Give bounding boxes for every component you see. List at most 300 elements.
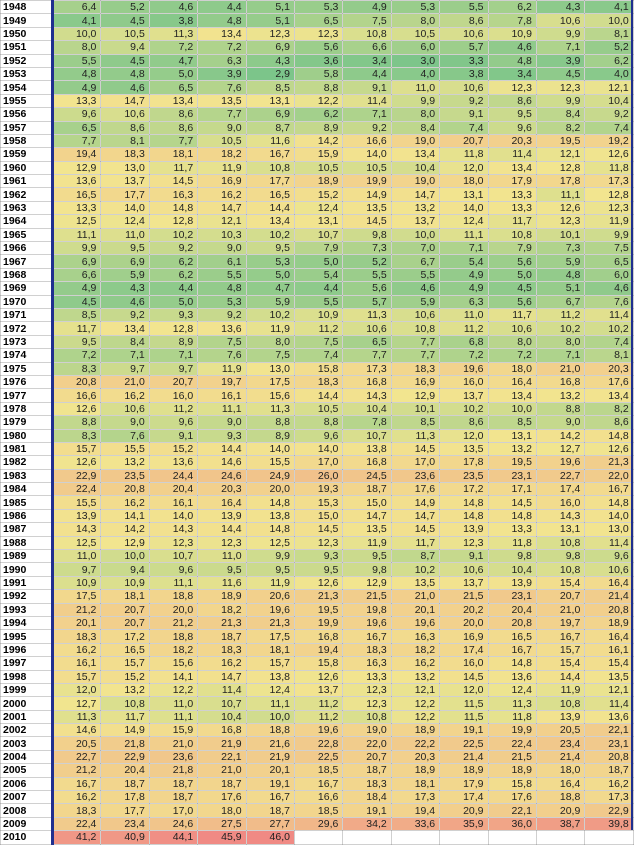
row-year-cell[interactable]: 1985 xyxy=(1,496,53,509)
value-cell[interactable]: 13,5 xyxy=(391,576,439,589)
value-cell[interactable]: 13,9 xyxy=(488,576,536,589)
value-cell[interactable]: 16,6 xyxy=(53,389,101,402)
row-year-cell[interactable]: 1957 xyxy=(1,121,53,134)
value-cell[interactable]: 20,7 xyxy=(343,750,391,763)
value-cell[interactable]: 18,7 xyxy=(246,804,294,817)
value-cell[interactable]: 16,5 xyxy=(101,643,149,656)
value-cell[interactable]: 9,0 xyxy=(198,121,246,134)
value-cell[interactable]: 13,7 xyxy=(440,576,488,589)
value-cell[interactable]: 23,5 xyxy=(101,469,149,482)
value-cell[interactable]: 11,4 xyxy=(585,536,633,549)
value-cell[interactable]: 10,2 xyxy=(536,322,584,335)
value-cell[interactable]: 20,3 xyxy=(488,134,536,147)
value-cell[interactable]: 13,3 xyxy=(53,94,101,107)
value-cell[interactable]: 19,3 xyxy=(294,483,342,496)
value-cell[interactable]: 14,0 xyxy=(149,509,197,522)
value-cell[interactable]: 18,1 xyxy=(149,148,197,161)
value-cell[interactable]: 6,5 xyxy=(585,255,633,268)
value-cell[interactable]: 20,3 xyxy=(585,362,633,375)
value-cell[interactable]: 11,8 xyxy=(488,536,536,549)
value-cell[interactable]: 10,0 xyxy=(246,710,294,723)
value-cell[interactable]: 11,1 xyxy=(53,228,101,241)
row-year-cell[interactable]: 1993 xyxy=(1,603,53,616)
value-cell[interactable]: 5,5 xyxy=(198,268,246,281)
value-cell[interactable]: 9,6 xyxy=(149,416,197,429)
value-cell[interactable]: 13,5 xyxy=(198,94,246,107)
value-cell[interactable]: 4,8 xyxy=(53,67,101,80)
value-cell[interactable]: 4,0 xyxy=(585,67,633,80)
value-cell[interactable]: 14,8 xyxy=(488,509,536,522)
value-cell[interactable]: 22,1 xyxy=(585,724,633,737)
row-year-cell[interactable]: 1996 xyxy=(1,643,53,656)
value-cell[interactable]: 5,2 xyxy=(585,41,633,54)
value-cell[interactable]: 12,5 xyxy=(53,536,101,549)
value-cell[interactable]: 13,1 xyxy=(536,523,584,536)
value-cell[interactable]: 18,7 xyxy=(149,777,197,790)
value-cell[interactable]: 5,6 xyxy=(488,255,536,268)
value-cell[interactable]: 4,3 xyxy=(246,54,294,67)
value-cell[interactable]: 10,9 xyxy=(101,576,149,589)
value-cell[interactable]: 7,7 xyxy=(391,349,439,362)
value-cell[interactable]: 14,3 xyxy=(53,523,101,536)
value-cell[interactable]: 19,0 xyxy=(343,724,391,737)
value-cell[interactable]: 6,5 xyxy=(149,81,197,94)
value-cell[interactable]: 8,5 xyxy=(391,416,439,429)
value-cell[interactable]: 10,4 xyxy=(488,563,536,576)
value-cell[interactable]: 7,6 xyxy=(198,81,246,94)
value-cell[interactable]: 12,6 xyxy=(294,670,342,683)
row-year-cell[interactable]: 1981 xyxy=(1,442,53,455)
value-cell[interactable]: 21,4 xyxy=(440,750,488,763)
value-cell[interactable]: 18,8 xyxy=(536,791,584,804)
value-cell[interactable]: 12,2 xyxy=(149,683,197,696)
value-cell[interactable]: 15,5 xyxy=(101,442,149,455)
value-cell[interactable]: 8,0 xyxy=(53,41,101,54)
value-cell[interactable]: 19,5 xyxy=(536,134,584,147)
value-cell[interactable]: 9,0 xyxy=(198,416,246,429)
value-cell[interactable]: 11,3 xyxy=(53,710,101,723)
value-cell[interactable]: 8,3 xyxy=(53,362,101,375)
value-cell[interactable]: 16,3 xyxy=(391,630,439,643)
value-cell[interactable]: 21,5 xyxy=(440,590,488,603)
value-cell[interactable]: 11,0 xyxy=(198,550,246,563)
value-cell[interactable]: 22,0 xyxy=(585,469,633,482)
value-cell[interactable]: 11,1 xyxy=(198,402,246,415)
value-cell[interactable]: 11,2 xyxy=(149,402,197,415)
value-cell[interactable]: 15,9 xyxy=(149,724,197,737)
value-cell[interactable]: 20,8 xyxy=(53,375,101,388)
value-cell[interactable]: 4,9 xyxy=(343,1,391,14)
value-cell[interactable]: 5,7 xyxy=(343,295,391,308)
value-cell[interactable]: 12,0 xyxy=(440,429,488,442)
value-cell[interactable]: 9,3 xyxy=(198,429,246,442)
value-cell[interactable]: 18,0 xyxy=(198,804,246,817)
value-cell[interactable] xyxy=(343,831,391,844)
value-cell[interactable]: 12,3 xyxy=(294,536,342,549)
value-cell[interactable]: 10,8 xyxy=(536,536,584,549)
value-cell[interactable]: 21,9 xyxy=(246,750,294,763)
value-cell[interactable]: 16,5 xyxy=(53,188,101,201)
value-cell[interactable]: 9,5 xyxy=(294,563,342,576)
value-cell[interactable] xyxy=(488,831,536,844)
value-cell[interactable]: 14,7 xyxy=(391,188,439,201)
value-cell[interactable]: 9,9 xyxy=(391,94,439,107)
value-cell[interactable]: 6,2 xyxy=(149,255,197,268)
value-cell[interactable]: 13,1 xyxy=(488,429,536,442)
value-cell[interactable]: 12,9 xyxy=(391,389,439,402)
value-cell[interactable]: 22,9 xyxy=(53,469,101,482)
row-year-cell[interactable]: 2008 xyxy=(1,804,53,817)
value-cell[interactable]: 7,4 xyxy=(585,335,633,348)
value-cell[interactable]: 39,8 xyxy=(585,817,633,830)
value-cell[interactable]: 10,8 xyxy=(343,27,391,40)
value-cell[interactable]: 10,7 xyxy=(343,429,391,442)
value-cell[interactable]: 10,0 xyxy=(391,228,439,241)
value-cell[interactable]: 11,7 xyxy=(149,161,197,174)
value-cell[interactable]: 19,7 xyxy=(198,375,246,388)
value-cell[interactable]: 4,5 xyxy=(536,67,584,80)
value-cell[interactable]: 17,7 xyxy=(101,188,149,201)
value-cell[interactable]: 11,4 xyxy=(198,683,246,696)
value-cell[interactable]: 8,6 xyxy=(440,416,488,429)
value-cell[interactable]: 10,1 xyxy=(391,402,439,415)
value-cell[interactable]: 13,2 xyxy=(391,670,439,683)
value-cell[interactable]: 14,9 xyxy=(391,496,439,509)
value-cell[interactable]: 17,5 xyxy=(246,630,294,643)
value-cell[interactable]: 18,9 xyxy=(391,764,439,777)
value-cell[interactable]: 8,3 xyxy=(53,429,101,442)
value-cell[interactable]: 8,4 xyxy=(536,108,584,121)
value-cell[interactable]: 15,2 xyxy=(101,670,149,683)
row-year-cell[interactable]: 2006 xyxy=(1,777,53,790)
value-cell[interactable]: 8,2 xyxy=(585,402,633,415)
value-cell[interactable]: 13,0 xyxy=(585,523,633,536)
value-cell[interactable]: 12,3 xyxy=(536,215,584,228)
value-cell[interactable]: 13,5 xyxy=(343,201,391,214)
value-cell[interactable]: 8,1 xyxy=(585,27,633,40)
row-year-cell[interactable]: 1971 xyxy=(1,308,53,321)
value-cell[interactable]: 14,8 xyxy=(585,429,633,442)
value-cell[interactable]: 12,3 xyxy=(294,27,342,40)
value-cell[interactable]: 2,9 xyxy=(246,67,294,80)
value-cell[interactable]: 20,4 xyxy=(488,603,536,616)
value-cell[interactable]: 8,6 xyxy=(101,121,149,134)
value-cell[interactable]: 16,5 xyxy=(246,188,294,201)
row-year-cell[interactable]: 1950 xyxy=(1,27,53,40)
value-cell[interactable]: 9,7 xyxy=(101,362,149,375)
value-cell[interactable]: 12,4 xyxy=(488,683,536,696)
value-cell[interactable]: 14,4 xyxy=(246,201,294,214)
value-cell[interactable]: 12,6 xyxy=(53,402,101,415)
value-cell[interactable] xyxy=(391,831,439,844)
value-cell[interactable]: 7,1 xyxy=(343,108,391,121)
value-cell[interactable]: 10,7 xyxy=(198,697,246,710)
value-cell[interactable]: 17,6 xyxy=(198,791,246,804)
value-cell[interactable]: 5,5 xyxy=(343,268,391,281)
value-cell[interactable]: 9,5 xyxy=(488,108,536,121)
value-cell[interactable]: 13,4 xyxy=(149,94,197,107)
value-cell[interactable]: 8,9 xyxy=(149,335,197,348)
value-cell[interactable]: 9,1 xyxy=(343,81,391,94)
value-cell[interactable]: 17,3 xyxy=(343,362,391,375)
value-cell[interactable]: 15,5 xyxy=(53,496,101,509)
value-cell[interactable]: 10,6 xyxy=(536,14,584,27)
value-cell[interactable]: 9,9 xyxy=(246,550,294,563)
value-cell[interactable]: 10,8 xyxy=(488,228,536,241)
value-cell[interactable]: 12,0 xyxy=(440,683,488,696)
value-cell[interactable]: 11,2 xyxy=(536,308,584,321)
value-cell[interactable]: 22,9 xyxy=(101,750,149,763)
row-year-cell[interactable]: 1960 xyxy=(1,161,53,174)
value-cell[interactable]: 7,3 xyxy=(536,242,584,255)
value-cell[interactable]: 19,1 xyxy=(246,777,294,790)
value-cell[interactable]: 11,1 xyxy=(440,228,488,241)
value-cell[interactable]: 13,7 xyxy=(391,215,439,228)
value-cell[interactable]: 16,9 xyxy=(440,630,488,643)
value-cell[interactable]: 9,1 xyxy=(149,429,197,442)
value-cell[interactable]: 13,3 xyxy=(488,201,536,214)
value-cell[interactable]: 4,9 xyxy=(53,81,101,94)
value-cell[interactable]: 6,9 xyxy=(53,255,101,268)
value-cell[interactable]: 9,8 xyxy=(343,563,391,576)
value-cell[interactable]: 13,9 xyxy=(440,523,488,536)
value-cell[interactable]: 17,0 xyxy=(149,804,197,817)
value-cell[interactable]: 16,1 xyxy=(53,657,101,670)
value-cell[interactable]: 17,8 xyxy=(536,175,584,188)
value-cell[interactable]: 21,2 xyxy=(53,764,101,777)
value-cell[interactable]: 7,5 xyxy=(198,335,246,348)
value-cell[interactable]: 6,7 xyxy=(391,255,439,268)
value-cell[interactable]: 20,8 xyxy=(585,750,633,763)
value-cell[interactable]: 20,7 xyxy=(536,590,584,603)
value-cell[interactable]: 14,5 xyxy=(391,523,439,536)
value-cell[interactable]: 7,4 xyxy=(440,121,488,134)
value-cell[interactable]: 9,0 xyxy=(101,416,149,429)
value-cell[interactable]: 12,3 xyxy=(585,201,633,214)
value-cell[interactable]: 13,4 xyxy=(488,389,536,402)
value-cell[interactable]: 16,2 xyxy=(198,657,246,670)
value-cell[interactable]: 13,1 xyxy=(246,94,294,107)
value-cell[interactable]: 17,0 xyxy=(294,456,342,469)
value-cell[interactable]: 10,7 xyxy=(294,228,342,241)
value-cell[interactable]: 14,5 xyxy=(149,175,197,188)
value-cell[interactable]: 5,4 xyxy=(440,255,488,268)
value-cell[interactable]: 4,3 xyxy=(101,282,149,295)
value-cell[interactable]: 18,7 xyxy=(343,483,391,496)
value-cell[interactable]: 15,4 xyxy=(536,576,584,589)
value-cell[interactable]: 4,8 xyxy=(101,67,149,80)
value-cell[interactable]: 9,9 xyxy=(536,94,584,107)
value-cell[interactable]: 22,7 xyxy=(53,750,101,763)
value-cell[interactable]: 22,0 xyxy=(343,737,391,750)
value-cell[interactable]: 6,1 xyxy=(198,255,246,268)
value-cell[interactable]: 4,6 xyxy=(488,41,536,54)
value-cell[interactable]: 10,8 xyxy=(391,322,439,335)
value-cell[interactable]: 4,5 xyxy=(488,282,536,295)
value-cell[interactable]: 16,3 xyxy=(343,657,391,670)
value-cell[interactable]: 18,9 xyxy=(391,724,439,737)
value-cell[interactable]: 12,6 xyxy=(536,201,584,214)
value-cell[interactable]: 21,0 xyxy=(536,362,584,375)
value-cell[interactable]: 19,9 xyxy=(294,616,342,629)
value-cell[interactable]: 14,2 xyxy=(536,429,584,442)
value-cell[interactable]: 14,8 xyxy=(246,523,294,536)
row-year-cell[interactable]: 2007 xyxy=(1,791,53,804)
value-cell[interactable]: 9,3 xyxy=(149,308,197,321)
value-cell[interactable]: 17,7 xyxy=(101,804,149,817)
value-cell[interactable]: 11,2 xyxy=(294,697,342,710)
value-cell[interactable]: 8,5 xyxy=(53,308,101,321)
value-cell[interactable]: 15,4 xyxy=(536,657,584,670)
row-year-cell[interactable]: 1972 xyxy=(1,322,53,335)
value-cell[interactable]: 18,3 xyxy=(101,148,149,161)
value-cell[interactable]: 7,7 xyxy=(343,349,391,362)
value-cell[interactable]: 9,2 xyxy=(198,308,246,321)
value-cell[interactable]: 12,3 xyxy=(536,81,584,94)
row-year-cell[interactable]: 1992 xyxy=(1,590,53,603)
value-cell[interactable]: 23,4 xyxy=(101,817,149,830)
value-cell[interactable]: 14,4 xyxy=(536,670,584,683)
value-cell[interactable]: 20,8 xyxy=(585,603,633,616)
value-cell[interactable]: 10,8 xyxy=(101,697,149,710)
row-year-cell[interactable]: 1949 xyxy=(1,14,53,27)
value-cell[interactable]: 18,1 xyxy=(101,590,149,603)
value-cell[interactable]: 7,7 xyxy=(53,134,101,147)
value-cell[interactable]: 16,2 xyxy=(101,496,149,509)
value-cell[interactable]: 13,4 xyxy=(488,161,536,174)
value-cell[interactable]: 21,4 xyxy=(536,750,584,763)
value-cell[interactable]: 14,5 xyxy=(488,496,536,509)
value-cell[interactable]: 19,8 xyxy=(343,603,391,616)
value-cell[interactable]: 17,3 xyxy=(585,791,633,804)
row-year-cell[interactable]: 1980 xyxy=(1,429,53,442)
value-cell[interactable]: 16,1 xyxy=(585,643,633,656)
value-cell[interactable]: 5,5 xyxy=(440,1,488,14)
value-cell[interactable]: 14,7 xyxy=(343,509,391,522)
value-cell[interactable]: 13,7 xyxy=(294,683,342,696)
value-cell[interactable]: 9,5 xyxy=(246,242,294,255)
value-cell[interactable]: 10,8 xyxy=(246,161,294,174)
value-cell[interactable]: 20,3 xyxy=(391,750,439,763)
value-cell[interactable]: 9,4 xyxy=(101,41,149,54)
value-cell[interactable]: 7,5 xyxy=(343,14,391,27)
value-cell[interactable]: 16,9 xyxy=(198,175,246,188)
value-cell[interactable]: 12,9 xyxy=(53,161,101,174)
value-cell[interactable]: 12,9 xyxy=(343,576,391,589)
value-cell[interactable]: 13,9 xyxy=(536,710,584,723)
value-cell[interactable]: 35,9 xyxy=(440,817,488,830)
value-cell[interactable]: 10,0 xyxy=(101,550,149,563)
value-cell[interactable]: 14,1 xyxy=(149,670,197,683)
row-year-cell[interactable]: 1979 xyxy=(1,416,53,429)
value-cell[interactable]: 15,7 xyxy=(53,670,101,683)
value-cell[interactable]: 20,0 xyxy=(149,603,197,616)
row-year-cell[interactable]: 1997 xyxy=(1,657,53,670)
value-cell[interactable]: 12,8 xyxy=(149,322,197,335)
value-cell[interactable]: 15,9 xyxy=(294,148,342,161)
value-cell[interactable]: 17,3 xyxy=(585,175,633,188)
value-cell[interactable]: 23,1 xyxy=(585,737,633,750)
value-cell[interactable]: 8,8 xyxy=(294,416,342,429)
value-cell[interactable]: 9,9 xyxy=(585,228,633,241)
value-cell[interactable]: 14,0 xyxy=(440,201,488,214)
value-cell[interactable]: 6,5 xyxy=(294,14,342,27)
value-cell[interactable]: 13,4 xyxy=(101,322,149,335)
value-cell[interactable]: 20,7 xyxy=(101,616,149,629)
value-cell[interactable]: 5,3 xyxy=(246,255,294,268)
value-cell[interactable]: 19,5 xyxy=(294,603,342,616)
value-cell[interactable]: 22,8 xyxy=(294,737,342,750)
value-cell[interactable]: 11,3 xyxy=(149,27,197,40)
value-cell[interactable]: 15,7 xyxy=(101,657,149,670)
value-cell[interactable]: 7,4 xyxy=(294,349,342,362)
row-year-cell[interactable]: 1986 xyxy=(1,509,53,522)
value-cell[interactable]: 22,1 xyxy=(488,804,536,817)
value-cell[interactable]: 3,3 xyxy=(440,54,488,67)
value-cell[interactable]: 18,0 xyxy=(536,764,584,777)
value-cell[interactable]: 33,6 xyxy=(391,817,439,830)
value-cell[interactable]: 11,9 xyxy=(198,362,246,375)
value-cell[interactable]: 12,1 xyxy=(536,148,584,161)
value-cell[interactable]: 20,5 xyxy=(53,737,101,750)
value-cell[interactable]: 11,9 xyxy=(198,161,246,174)
value-cell[interactable]: 8,1 xyxy=(585,349,633,362)
value-cell[interactable]: 12,9 xyxy=(101,536,149,549)
value-cell[interactable]: 4,4 xyxy=(343,67,391,80)
row-year-cell[interactable]: 2010 xyxy=(1,831,53,844)
value-cell[interactable]: 4,6 xyxy=(585,282,633,295)
value-cell[interactable]: 16,8 xyxy=(536,375,584,388)
value-cell[interactable]: 13,5 xyxy=(440,442,488,455)
value-cell[interactable]: 16,9 xyxy=(391,375,439,388)
value-cell[interactable]: 6,9 xyxy=(101,255,149,268)
value-cell[interactable]: 34,2 xyxy=(343,817,391,830)
row-year-cell[interactable]: 1994 xyxy=(1,616,53,629)
value-cell[interactable]: 11,1 xyxy=(536,188,584,201)
value-cell[interactable]: 13,5 xyxy=(585,670,633,683)
value-cell[interactable]: 10,4 xyxy=(198,710,246,723)
value-cell[interactable]: 12,1 xyxy=(585,683,633,696)
value-cell[interactable]: 7,2 xyxy=(149,41,197,54)
value-cell[interactable]: 8,0 xyxy=(488,335,536,348)
value-cell[interactable]: 8,8 xyxy=(246,416,294,429)
value-cell[interactable]: 17,2 xyxy=(440,483,488,496)
value-cell[interactable]: 4,6 xyxy=(391,282,439,295)
row-year-cell[interactable]: 2003 xyxy=(1,737,53,750)
value-cell[interactable]: 12,4 xyxy=(101,215,149,228)
value-cell[interactable]: 9,6 xyxy=(488,121,536,134)
value-cell[interactable]: 11,3 xyxy=(488,697,536,710)
row-year-cell[interactable]: 1987 xyxy=(1,523,53,536)
row-year-cell[interactable]: 1983 xyxy=(1,469,53,482)
value-cell[interactable]: 14,8 xyxy=(440,496,488,509)
value-cell[interactable]: 11,4 xyxy=(343,94,391,107)
value-cell[interactable]: 12,3 xyxy=(343,697,391,710)
row-year-cell[interactable]: 1961 xyxy=(1,175,53,188)
value-cell[interactable]: 20,9 xyxy=(440,804,488,817)
value-cell[interactable]: 13,2 xyxy=(391,201,439,214)
value-cell[interactable]: 12,4 xyxy=(440,215,488,228)
value-cell[interactable]: 13,6 xyxy=(198,322,246,335)
value-cell[interactable]: 4,7 xyxy=(246,282,294,295)
value-cell[interactable]: 7,2 xyxy=(198,41,246,54)
value-cell[interactable]: 11,3 xyxy=(391,429,439,442)
value-cell[interactable]: 5,7 xyxy=(440,41,488,54)
value-cell[interactable]: 7,6 xyxy=(101,429,149,442)
value-cell[interactable]: 18,8 xyxy=(149,590,197,603)
value-cell[interactable]: 8,9 xyxy=(246,429,294,442)
value-cell[interactable]: 12,3 xyxy=(343,683,391,696)
